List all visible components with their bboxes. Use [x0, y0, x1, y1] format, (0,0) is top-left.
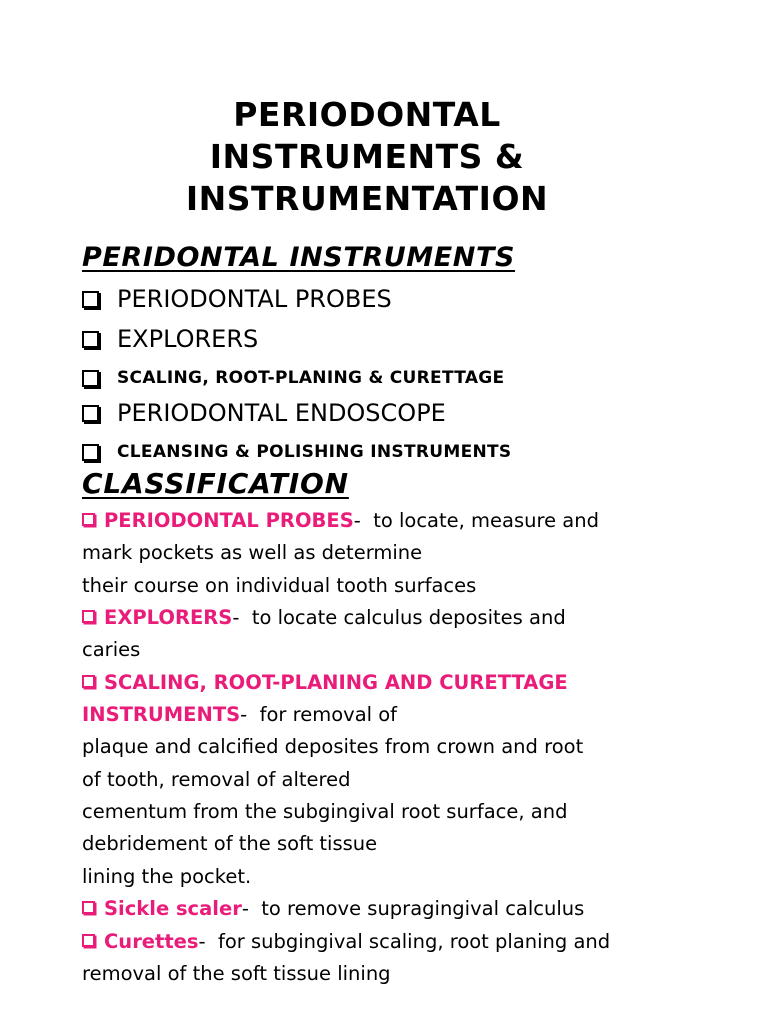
paragraph-line: of tooth, removal of altered: [82, 768, 351, 791]
separator: -: [232, 606, 240, 629]
checkbox-bullet-icon: [82, 610, 95, 623]
paragraph-line: cementum from the subgingival root surface, and: [82, 800, 568, 823]
paragraph-line: [82, 668, 568, 698]
term-label: SCALING, ROOT-PLANING AND CURETTAGE: [104, 671, 568, 694]
checkbox-bullet-icon: [82, 405, 99, 422]
term-label: Sickle scaler: [104, 897, 242, 920]
separator: -: [353, 509, 361, 532]
paragraph-line: [82, 700, 397, 730]
list-item: [82, 323, 258, 355]
checkbox-bullet-icon: [82, 513, 95, 526]
separator: -: [198, 930, 206, 953]
paragraph-line: [82, 894, 584, 924]
list-item-label: SCALING, ROOT-PLANING & CURETTAGE: [117, 368, 505, 388]
separator: -: [241, 897, 249, 920]
checkbox-bullet-icon: [82, 934, 95, 947]
checkbox-bullet-icon: [82, 370, 99, 387]
term-label: Curettes: [104, 930, 199, 953]
term-label: INSTRUMENTS: [82, 703, 241, 726]
term-sickle-scaler: [82, 897, 242, 920]
title-line-2: INSTRUMENTS &: [209, 137, 525, 176]
checkbox-bullet-icon: [82, 675, 95, 688]
term-label: EXPLORERS: [104, 606, 233, 629]
paragraph-line: caries: [82, 638, 141, 661]
paragraph-line: lining the pocket.: [82, 865, 252, 888]
paragraph-line: [82, 927, 610, 957]
checkbox-bullet-icon: [82, 901, 95, 914]
paragraph-line: removal of the soft tissue lining: [82, 962, 391, 985]
paragraph-line: mark pockets as well as determine: [82, 541, 423, 564]
checkbox-bullet-icon: [82, 331, 99, 348]
term-probes: [82, 509, 354, 532]
definition-text: to locate, measure and: [373, 509, 599, 532]
paragraph-line: [82, 603, 566, 633]
title-line-1: PERIODONTAL: [233, 95, 501, 134]
paragraph-line: plaque and calcified deposites from crown and root: [82, 735, 584, 758]
list-item: [82, 364, 504, 392]
list-item: [82, 397, 446, 429]
term-label: PERIODONTAL PROBES: [104, 509, 354, 532]
paragraph-line: debridement of the soft tissue: [82, 832, 378, 855]
title-line-3: INSTRUMENTATION: [185, 179, 549, 218]
paragraph-line: their course on individual tooth surfaces: [82, 574, 477, 597]
checkbox-bullet-icon: [82, 291, 99, 308]
list-item: [82, 283, 392, 315]
list-item: [82, 438, 511, 466]
checkbox-bullet-icon: [82, 444, 99, 461]
definition-text: to locate calculus deposites and: [251, 606, 566, 629]
paragraph-line: [82, 506, 599, 536]
definition-text: for removal of: [259, 703, 398, 726]
term-curettes: [82, 930, 199, 953]
section-heading-classification: CLASSIFICATION: [82, 467, 349, 500]
term-scaling: [82, 671, 568, 694]
definition-text: to remove supragingival calculus: [261, 897, 585, 920]
definition-text: for subgingival scaling, root planing and: [217, 930, 611, 953]
list-item-label: CLEANSING & POLISHING INSTRUMENTS: [117, 442, 512, 462]
list-item-label: PERIODONTAL PROBES: [117, 285, 392, 313]
list-item-label: EXPLORERS: [117, 325, 259, 353]
separator: -: [240, 703, 248, 726]
section-heading-instruments: PERIDONTAL INSTRUMENTS: [82, 242, 516, 273]
list-item-label: PERIODONTAL ENDOSCOPE: [117, 399, 446, 427]
term-explorers: [82, 606, 232, 629]
